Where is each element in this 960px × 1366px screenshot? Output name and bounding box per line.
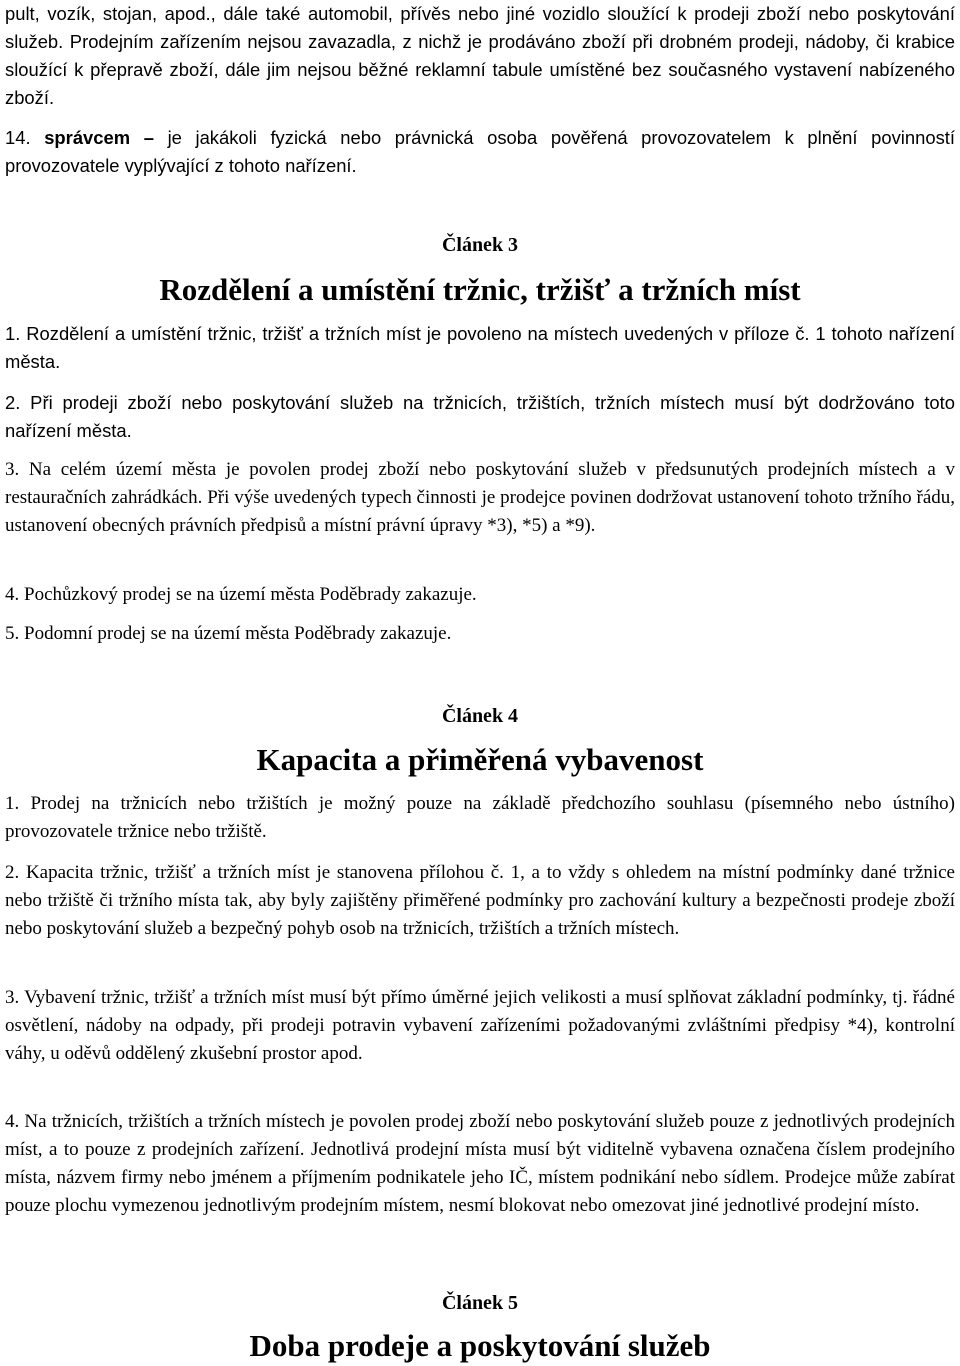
article-3-paragraph-2: 2. Při prodeji zboží nebo poskytování služeb na tržnicích, tržištích, tržních místech musí být dodržováno toto nařízení města. [5, 392, 955, 441]
item-number: 14. [5, 127, 31, 148]
article-5-label: Článek 5 [441, 1292, 519, 1314]
article-4-paragraph-1: 1. Prodej na tržnicích nebo tržištích je možný pouze na základě předchozího souhlasu (písemného nebo ústního) provozovatele tržnice nebo tržiště. [5, 793, 955, 842]
definition-text: je jakákoli fyzická nebo právnická osoba pověřená provozovatelem k plnění povinností provozovatele vyplývající z tohoto nařízení. [5, 127, 955, 176]
article-3-title: Rozdělení a umístění tržnic, tržišť a tržních míst [159, 272, 801, 307]
intro-line2a: nebo poskytování služeb. [5, 3, 955, 52]
article-4-paragraph-4: 4. Na tržnicích, tržištích a tržních místech je povolen prodej zboží nebo poskytování služeb pouze z jednotlivých prodejních míst, a to pouze z prodejních zařízení. Jednotlivá prodejní místa musí být viditelně vybavena označena číslem prodejního místa, názvem firmy nebo jménem a příjmením podnikatele jeho IČ, místem podnikání nebo sídlem. Prodejce může zabírat pouze plochu vymezenou jednotlivým prodejním místem, nesmí blokovat nebo omezovat jiné jednotlivé prodejní místo. [5, 1111, 955, 1216]
article-3-paragraph-1: 1. Rozdělení a umístění tržnic, tržišť a tržních míst je povoleno na místech uvedených v příloze č. 1 tohoto nařízení města. [5, 323, 955, 372]
definition-item-14 [5, 124, 955, 180]
article-4-paragraph-3: 3. Vybavení tržnic, tržišť a tržních míst musí být přímo úměrné jejich velikosti a musí splňovat základní podmínky, tj. řádné osvětlení, nádoby na odpady, při prodeji potravin vybavení zařízeními požadovanými zvláštními předpisy *4), kontrolní váhy, u oděvů oddělený zkušební prostor apod. [5, 987, 955, 1064]
article-3-paragraph-3 [5, 456, 955, 540]
article-4-title: Kapacita a přiměřená vybavenost [256, 742, 704, 777]
intro-paragraph [5, 0, 955, 112]
article-4-paragraph-2: 2. Kapacita tržnic, tržišť a tržních míst je stanovena přílohou č. 1, a to vždy s ohledem na místní podmínky dané tržnice nebo tržiště či tržního místa tak, aby byly zajištěny přiměřené podmínky pro zachování kultury a bezpečnosti prodeje zboží nebo poskytování služeb a bezpečný pohyb osob na tržnicích, tržištích a tržních místech. [5, 862, 955, 939]
article-5-title: Doba prodeje a poskytování služeb [249, 1328, 711, 1363]
article-3-paragraph-4: 4. Pochůzkový prodej se na území města Poděbrady zakazuje. [5, 584, 477, 605]
paragraph-3-part-a: 3. Na celém území města je povolen prodej zboží nebo poskytování služeb v předsunutých prodejních místech a v restauračních zahrádkách. [5, 459, 955, 508]
article-3-paragraph-5: 5. Podomní prodej se na území města Poděbrady zakazuje. [5, 623, 452, 644]
paragraph-3-part-b: Při výše uvedených typech činnosti je prodejce povinen dodržovat ustanovení tohoto tržního řádu, ustanovení obecných právních předpisů a místní právní úpravy *3), *5) a *9). [5, 487, 956, 536]
term-dash: – [130, 127, 168, 148]
intro-line1: pult, vozík, stojan, apod., dále také automobil, přívěs nebo jiné vozidlo sloužící k prodeji zboží [5, 3, 801, 24]
intro-line2b: Prodejním zařízením nejsou zavazadla, z nichž je prodáváno zboží při drobném prodeji, nádoby, či krabice sloužící k přepravě zboží, dále jim nejsou běžné reklamní tabule umístěné bez současného vystavení nabízeného zboží. [5, 31, 955, 108]
article-4-label: Článek 4 [441, 705, 519, 727]
defined-term: správcem [44, 127, 131, 148]
article-3-label: Článek 3 [441, 234, 519, 256]
